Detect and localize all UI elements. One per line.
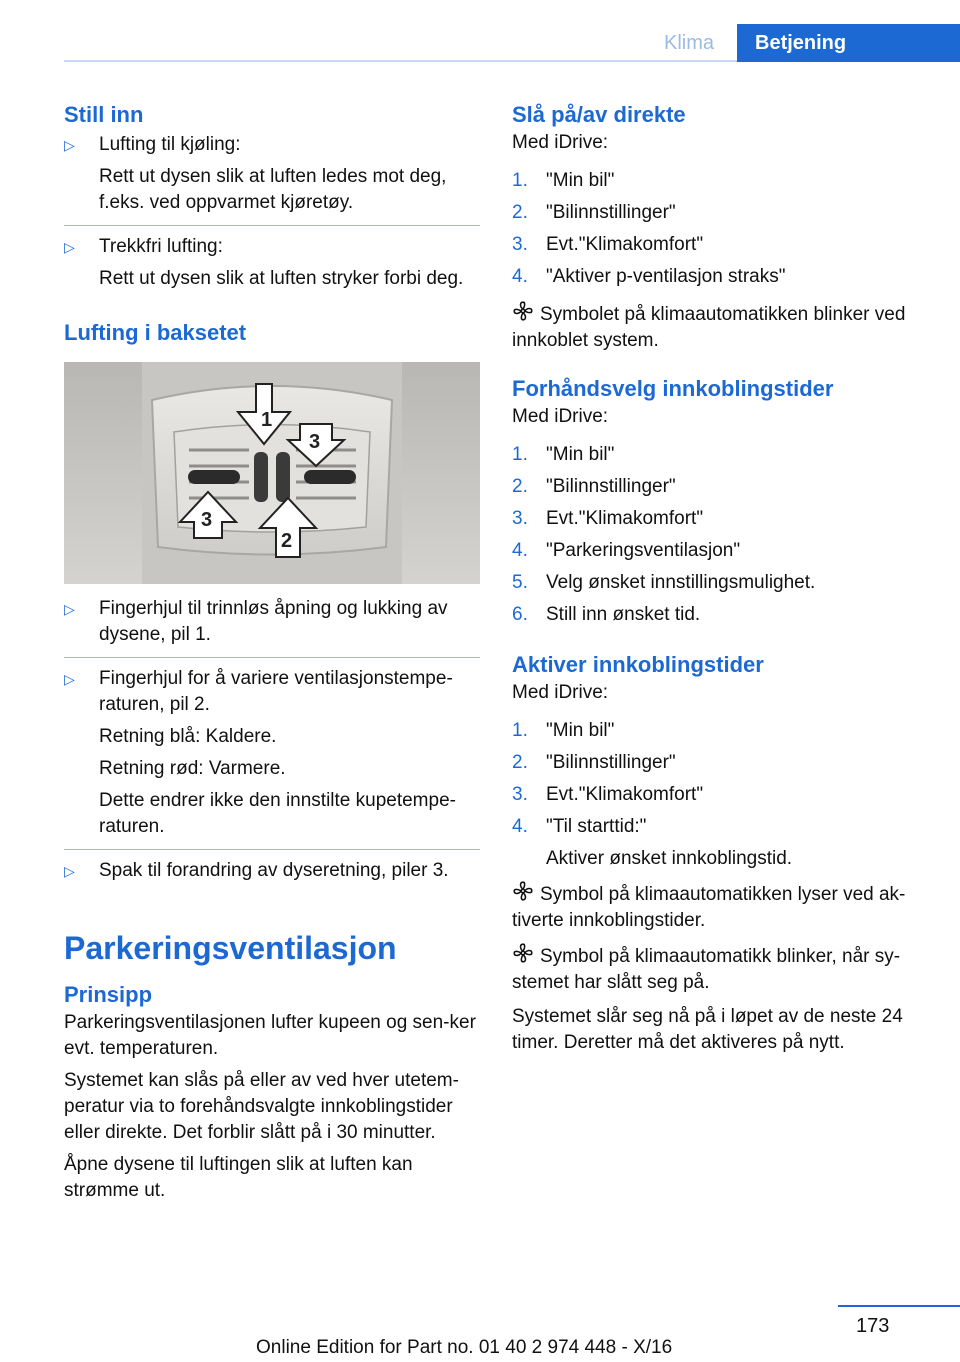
page-number: 173	[856, 1315, 890, 1337]
list-item: 4. "Til starttid:"	[512, 816, 647, 837]
note: Symbol på klimaautomatikken lyser ved ak‐tiverte innkoblingstider.	[512, 880, 928, 934]
arrow-label: 3	[201, 509, 213, 531]
list-item: 3. Evt."Klimakomfort"	[512, 508, 704, 529]
list-item: 4. "Aktiver p-ventilasjon straks"	[512, 266, 786, 287]
note: Symbol på klimaautomatikk blinker, når sy‐stemet har slått seg på.	[512, 942, 928, 996]
arrow-label: 1	[261, 409, 273, 431]
tab-klima[interactable]: Klima	[663, 32, 714, 54]
right-column: Slå på/av direkte Med iDrive: 1. "Min bil" 2. "Bilinnstillinger" 3. Evt."Klimakomfort" 4. "Aktiver p-ventilasjon straks" Symbolet på klimaautomatikken blinker ved innkoblet system. Forhåndsvelg innkoblingstider Med iDrive: 1. "Min bil" 2. "Bilinnstillinger" 3. Evt."Klimakomfort" 4. "Parkeringsventilasjon" 5. Velg ønsket innstillingsmulighet. 6. Still inn ønsket tid. Aktiver innkoblingstider Med iDrive: 1. "Min bil" 2. "Bilinnstillinger" 3. Evt."Klimakomfort" 4. "Til starttid:" Aktiver ønsket innkoblingstid. Symbol på klimaautomatikken lyser ved ak‐tiverte innkoblingstider. Symbol på klimaautomatikk blinker, når sy‐stemet har slått seg på. Systemet slår seg nå på i løpet av de neste 24 timer. Deretter må det aktiveres på nytt.	[512, 100, 928, 1056]
triangle-right-icon: ▷	[64, 239, 75, 255]
list-item: 2. "Bilinnstillinger"	[512, 476, 676, 497]
list-item: 1. "Min bil"	[512, 720, 615, 741]
list-item: ▷ Fingerhjul for å variere ventilasjonstempe‐raturen, pil 2. Retning blå: Kaldere. Retning rød: Varmere. Dette endrer ikke den innstilte kupetempe‐raturen.	[64, 668, 456, 837]
list-item: 2. "Bilinnstillinger"	[512, 202, 676, 223]
paragraph: Åpne dysene til luftingen slik at luften kan strømme ut.	[64, 1154, 413, 1201]
footer-rule	[838, 1305, 960, 1307]
list-item: ▷ Spak til forandring av dyseretning, piler 3.	[64, 858, 480, 884]
triangle-right-icon: ▷	[64, 671, 75, 687]
left-column	[64, 100, 480, 1204]
arrow-label: 2	[281, 530, 293, 552]
heading-lufting-baksetet: Lufting i baksetet	[64, 320, 247, 345]
rear-vent-illustration	[64, 362, 480, 584]
tab-betjening[interactable]: Betjening	[737, 24, 960, 62]
divider	[64, 849, 480, 850]
list-item: ▷ Lufting til kjøling: Rett ut dysen slik at luften ledes mot deg, f.eks. ved oppvarmet kjøretøy.	[64, 134, 447, 213]
arrow-label: 3	[309, 431, 321, 453]
fan-icon	[512, 300, 534, 322]
list-item: ▷ Trekkfri lufting: Rett ut dysen slik at luften stryker forbi deg.	[64, 236, 464, 289]
triangle-right-icon: ▷	[64, 137, 75, 153]
list-item: 5. Velg ønsket innstillingsmulighet.	[512, 572, 816, 593]
paragraph: Parkeringsventilasjonen lufter kupeen og sen‐ker evt. temperaturen.	[64, 1012, 476, 1059]
list-item: 3. Evt."Klimakomfort"	[512, 234, 704, 255]
fan-icon	[512, 880, 534, 902]
divider	[64, 225, 480, 226]
triangle-right-icon: ▷	[64, 601, 75, 617]
heading-prinsipp: Prinsipp	[64, 982, 153, 1007]
fan-icon	[512, 942, 534, 964]
heading-sla-pa-av: Slå på/av direkte	[512, 102, 686, 127]
divider	[64, 657, 480, 658]
list-item: 1. "Min bil"	[512, 170, 615, 191]
list-item: 4. "Parkeringsventilasjon"	[512, 540, 741, 561]
paragraph: Systemet kan slås på eller av ved hver utetem‐peratur via to forehåndsvalgte innkoblingstider eller direkte. Det forblir slått på i 30 minutter.	[64, 1070, 459, 1143]
heading-still-inn: Still inn	[64, 102, 144, 127]
triangle-right-icon: ▷	[64, 863, 75, 879]
edition-note: Online Edition for Part no. 01 40 2 974 448 - X/16	[256, 1337, 673, 1358]
list-item: 3. Evt."Klimakomfort"	[512, 784, 704, 805]
list-item: 6. Still inn ønsket tid.	[512, 604, 701, 625]
list-item: 1. "Min bil"	[512, 444, 615, 465]
heading-forhandsvelg: Forhåndsvelg innkoblingstider	[512, 376, 834, 401]
list-item: 2. "Bilinnstillinger"	[512, 752, 676, 773]
heading-aktiver: Aktiver innkoblingstider	[512, 652, 764, 677]
note: Symbolet på klimaautomatikken blinker ved innkoblet system.	[512, 300, 928, 354]
paragraph: Systemet slår seg nå på i løpet av de neste 24 timer. Deretter må det aktiveres på nytt.	[512, 1006, 903, 1053]
heading-parkeringsventilasjon: Parkeringsventilasjon	[64, 930, 397, 966]
rear-vent-photo	[64, 362, 480, 584]
list-item: ▷ Fingerhjul til trinnløs åpning og lukking av dysene, pil 1.	[64, 598, 448, 645]
